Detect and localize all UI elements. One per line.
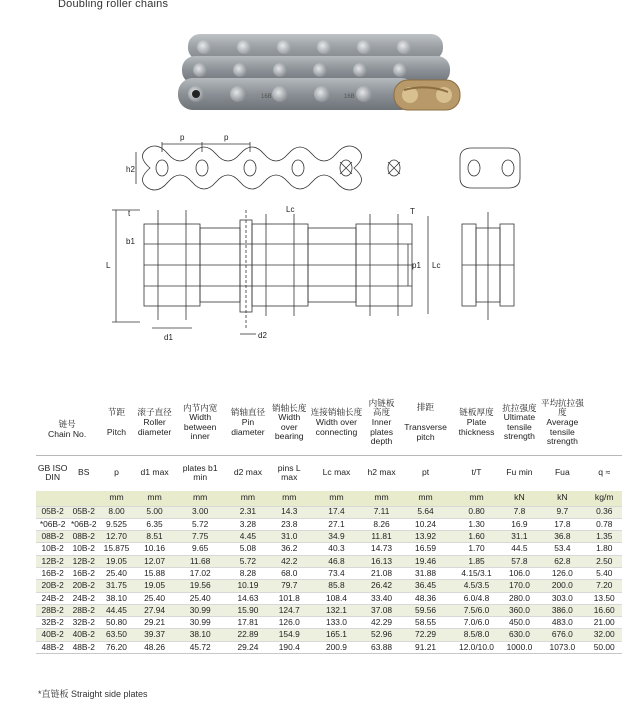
unit-cell: mm <box>399 491 453 506</box>
table-cell: 68.0 <box>270 567 309 579</box>
table-cell: 28B-2 <box>69 604 98 616</box>
table-cell: 40.3 <box>309 543 365 555</box>
table-cell: 133.0 <box>309 617 365 629</box>
table-row <box>36 617 622 629</box>
table-cell: 10.24 <box>399 518 453 530</box>
table-cell: 6.0/4.8 <box>452 592 500 604</box>
table-cell: 7.5/6.0 <box>452 604 500 616</box>
table-cell: 36.45 <box>399 580 453 592</box>
header-row <box>36 391 622 455</box>
table-cell: 85.8 <box>309 580 365 592</box>
table-cell: 20B-2 <box>36 580 69 592</box>
header-cell: 销轴长度 Width over bearing <box>272 402 307 442</box>
table-cell: 16.59 <box>399 543 453 555</box>
dim-label: Lc <box>432 261 441 270</box>
table-cell: 12B-2 <box>69 555 98 567</box>
table-cell: 12.70 <box>98 531 134 543</box>
symbol-cell: plates b1 min <box>174 455 226 491</box>
table-cell: 8.26 <box>364 518 398 530</box>
table-cell: 386.0 <box>538 604 586 616</box>
table-cell: 108.4 <box>309 592 365 604</box>
table-cell: 50.80 <box>98 617 134 629</box>
table-cell: 5.72 <box>174 518 226 530</box>
table-cell: 29.24 <box>226 641 270 653</box>
table-cell: 08B-2 <box>36 531 69 543</box>
table-cell: 23.8 <box>270 518 309 530</box>
symbol-cell: BS <box>69 455 98 491</box>
unit-cell: mm <box>309 491 365 506</box>
table-cell: 8.5/8.0 <box>452 629 500 641</box>
footnote: *直链板 Straight side plates <box>38 689 148 699</box>
unit-cell: mm <box>98 491 134 506</box>
dim-label: h2 <box>126 165 135 174</box>
table-cell: 101.8 <box>270 592 309 604</box>
table-cell: 17.02 <box>174 567 226 579</box>
dim-label: T <box>410 207 415 216</box>
table-cell: 39.37 <box>135 629 175 641</box>
table-cell: 1.70 <box>452 543 500 555</box>
table-cell: 360.0 <box>501 604 539 616</box>
table-cell: 126.0 <box>270 617 309 629</box>
table-cell: 31.75 <box>98 580 134 592</box>
table-cell: 6.35 <box>135 518 175 530</box>
table-cell: 29.21 <box>135 617 175 629</box>
table-cell: 31.88 <box>399 567 453 579</box>
table-cell: 11.68 <box>174 555 226 567</box>
table-cell: 27.1 <box>309 518 365 530</box>
technical-drawing <box>100 128 540 343</box>
table-cell: 15.88 <box>135 567 175 579</box>
table-cell: 08B-2 <box>69 531 98 543</box>
header-cell: 内链板高度 Inner plates depth <box>368 397 395 447</box>
table-cell: 19.05 <box>98 555 134 567</box>
table-cell: 19.46 <box>399 555 453 567</box>
table-cell: 36.8 <box>538 531 586 543</box>
table-cell: 33.40 <box>364 592 398 604</box>
table-cell: 124.7 <box>270 604 309 616</box>
table-cell: 17.8 <box>538 518 586 530</box>
table-cell: 52.96 <box>364 629 398 641</box>
symbol-cell: GB ISO DIN <box>36 455 69 491</box>
table-cell: 0.78 <box>586 518 622 530</box>
table-cell: 62.8 <box>538 555 586 567</box>
unit-cell <box>36 491 69 506</box>
table-cell: 13.92 <box>399 531 453 543</box>
table-cell: 5.00 <box>135 506 175 518</box>
table-cell: *06B-2 <box>70 518 97 529</box>
table-cell: 63.50 <box>98 629 134 641</box>
table-cell: 9.65 <box>174 543 226 555</box>
table-cell: 28B-2 <box>36 604 69 616</box>
table-cell: 05B-2 <box>69 506 98 518</box>
table-cell: 24B-2 <box>36 592 69 604</box>
table-cell: 2.50 <box>586 555 622 567</box>
header-cell: 销轴直径 Pin diameter <box>230 407 266 437</box>
table-cell: 45.72 <box>174 641 226 653</box>
units-row <box>36 491 622 506</box>
dim-label: Lc <box>286 205 295 214</box>
table-cell: 4.45 <box>226 531 270 543</box>
table-cell: 36.2 <box>270 543 309 555</box>
table-cell: 676.0 <box>538 629 586 641</box>
table-cell: 25.40 <box>135 592 175 604</box>
table-cell: 12B-2 <box>36 555 69 567</box>
unit-cell: kg/m <box>586 491 622 506</box>
table-cell: 16B-2 <box>69 567 98 579</box>
symbol-cell: p <box>98 455 134 491</box>
chain-photo <box>176 26 466 116</box>
table-row <box>36 506 622 518</box>
symbol-row <box>36 455 622 491</box>
table-cell: 34.9 <box>309 531 365 543</box>
table-cell: 1.80 <box>586 543 622 555</box>
page-title: Doubling roller chains <box>58 0 169 10</box>
table-cell: 30.99 <box>174 604 226 616</box>
table-cell: 53.4 <box>538 543 586 555</box>
table-cell: 190.4 <box>270 641 309 653</box>
table-cell: 73.4 <box>309 567 365 579</box>
header-cell: 滚子直径 Roller diameter <box>137 407 172 437</box>
table-cell: 154.9 <box>270 629 309 641</box>
table-cell: 21.08 <box>364 567 398 579</box>
table-cell: 13.50 <box>586 592 622 604</box>
spec-table <box>36 391 622 654</box>
table-cell: 25.40 <box>98 567 134 579</box>
header-cell: 连接销轴长度 Width over connecting <box>310 407 363 437</box>
dim-label: p1 <box>412 261 421 270</box>
symbol-cell: h2 max <box>364 455 398 491</box>
table-cell: 79.7 <box>270 580 309 592</box>
table-cell: 59.56 <box>399 604 453 616</box>
table-cell: 37.08 <box>364 604 398 616</box>
table-cell: 16B-2 <box>36 567 69 579</box>
table-cell: 15.875 <box>98 543 134 555</box>
table-cell: 10B-2 <box>36 543 69 555</box>
table-cell: 20B-2 <box>69 580 98 592</box>
table-cell: 38.10 <box>98 592 134 604</box>
table-cell: 3.28 <box>226 518 270 530</box>
symbol-cell: q ≈ <box>586 455 622 491</box>
table-cell: 19.05 <box>135 580 175 592</box>
dim-label: p <box>180 133 185 142</box>
dim-label: t <box>128 209 131 218</box>
unit-cell: mm <box>226 491 270 506</box>
table-cell: 31.1 <box>501 531 539 543</box>
dim-label: p <box>224 133 229 142</box>
table-cell: 4.5/3.5 <box>452 580 500 592</box>
table-cell: 21.00 <box>586 617 622 629</box>
table-cell: 17.4 <box>309 506 365 518</box>
unit-cell: mm <box>364 491 398 506</box>
table-cell: 25.40 <box>174 592 226 604</box>
table-cell: 32B-2 <box>69 617 98 629</box>
table-cell: 12.07 <box>135 555 175 567</box>
table-cell: 16.13 <box>364 555 398 567</box>
table-cell: 4.15/3.1 <box>452 567 500 579</box>
unit-cell: mm <box>174 491 226 506</box>
table-cell: 0.80 <box>452 506 500 518</box>
table-cell: 9.7 <box>538 506 586 518</box>
table-cell: 450.0 <box>501 617 539 629</box>
table-cell: 10.19 <box>226 580 270 592</box>
table-cell: 48.36 <box>399 592 453 604</box>
table-cell: 42.2 <box>270 555 309 567</box>
table-cell: 26.42 <box>364 580 398 592</box>
header-cell: 抗拉强度 Ultimate tensile strength <box>502 402 537 442</box>
table-cell: 72.29 <box>399 629 453 641</box>
table-cell: 44.45 <box>98 604 134 616</box>
unit-cell: kN <box>538 491 586 506</box>
table-cell: 483.0 <box>538 617 586 629</box>
table-cell: *06B-2 <box>36 518 69 530</box>
table-cell: 7.11 <box>364 506 398 518</box>
table-cell: 7.75 <box>174 531 226 543</box>
table-cell: 200.0 <box>538 580 586 592</box>
table-cell: 7.20 <box>586 580 622 592</box>
table-cell: 57.8 <box>501 555 539 567</box>
symbol-cell: Fua <box>538 455 586 491</box>
table-cell: 48.26 <box>135 641 175 653</box>
table-cell: 50.00 <box>586 641 622 653</box>
table-cell: 1.30 <box>452 518 500 530</box>
table-row <box>36 592 622 604</box>
table-cell: 15.90 <box>226 604 270 616</box>
table-cell: 10.16 <box>135 543 175 555</box>
table-cell: 170.0 <box>501 580 539 592</box>
table-row <box>36 580 622 592</box>
table-cell: 44.5 <box>501 543 539 555</box>
table-row <box>36 531 622 543</box>
symbol-cell: d1 max <box>135 455 175 491</box>
table-cell: 7.0/6.0 <box>452 617 500 629</box>
unit-cell <box>69 491 98 506</box>
photo-mark: 16B <box>344 94 355 100</box>
table-cell: 58.55 <box>399 617 453 629</box>
table-cell: 40B-2 <box>69 629 98 641</box>
table-cell: 2.31 <box>226 506 270 518</box>
table-cell: 40B-2 <box>36 629 69 641</box>
symbol-cell: t/T <box>452 455 500 491</box>
table-cell: 42.29 <box>364 617 398 629</box>
table-cell: 630.0 <box>501 629 539 641</box>
table-cell: 0.36 <box>586 506 622 518</box>
table-row <box>36 629 622 641</box>
symbol-cell: Lc max <box>309 455 365 491</box>
table-cell: 200.9 <box>309 641 365 653</box>
table-cell: 48B-2 <box>36 641 69 653</box>
table-cell: 32B-2 <box>36 617 69 629</box>
table-cell: 8.00 <box>98 506 134 518</box>
table-cell: 46.8 <box>309 555 365 567</box>
table-cell: 30.99 <box>174 617 226 629</box>
table-cell: 9.525 <box>98 518 134 530</box>
table-cell: 76.20 <box>98 641 134 653</box>
table-cell: 91.21 <box>399 641 453 653</box>
header-cell: 内节内宽 Width between inner <box>182 402 218 442</box>
table-row <box>36 567 622 579</box>
dim-label: L <box>106 261 111 270</box>
header-cell: 链板厚度 Plate thickness <box>458 407 495 437</box>
table-cell: 8.51 <box>135 531 175 543</box>
table-row <box>36 641 622 653</box>
table-cell: 14.3 <box>270 506 309 518</box>
unit-cell: mm <box>270 491 309 506</box>
table-cell: 280.0 <box>501 592 539 604</box>
table-cell: 22.89 <box>226 629 270 641</box>
table-cell: 5.72 <box>226 555 270 567</box>
symbol-cell: d2 max <box>226 455 270 491</box>
table-cell: 11.81 <box>364 531 398 543</box>
table-cell: 24B-2 <box>69 592 98 604</box>
photo-mark: 16B <box>261 94 272 100</box>
table-cell: 5.64 <box>399 506 453 518</box>
table-cell: 16.60 <box>586 604 622 616</box>
header-cell: 节距 Pitch <box>106 407 127 437</box>
table-row <box>36 604 622 616</box>
table-cell: 1000.0 <box>501 641 539 653</box>
table-cell: 16.9 <box>501 518 539 530</box>
table-cell: 5.08 <box>226 543 270 555</box>
table-cell: 1.85 <box>452 555 500 567</box>
table-cell: 31.0 <box>270 531 309 543</box>
table-cell: 106.0 <box>501 567 539 579</box>
table-cell: 05B-2 <box>36 506 69 518</box>
table-cell: 14.73 <box>364 543 398 555</box>
table-cell: 48B-2 <box>69 641 98 653</box>
table-cell: 17.81 <box>226 617 270 629</box>
table-row <box>36 555 622 567</box>
table-cell: 165.1 <box>309 629 365 641</box>
table-cell: 27.94 <box>135 604 175 616</box>
table-cell: 303.0 <box>538 592 586 604</box>
symbol-cell: Fu min <box>501 455 539 491</box>
table-cell: 12.0/10.0 <box>452 641 500 653</box>
table-cell: 32.00 <box>586 629 622 641</box>
header-cell: 链号 Chain No. <box>48 419 87 439</box>
table-cell: 14.63 <box>226 592 270 604</box>
table-cell: 1073.0 <box>538 641 586 653</box>
table-cell: 5.40 <box>586 567 622 579</box>
dim-label: d1 <box>164 333 173 342</box>
table-cell: 10B-2 <box>69 543 98 555</box>
dim-label: b1 <box>126 237 135 246</box>
table-row <box>36 518 622 530</box>
table-cell: 1.35 <box>586 531 622 543</box>
table-cell: 38.10 <box>174 629 226 641</box>
dim-label: d2 <box>258 331 267 340</box>
symbol-cell: pt <box>399 455 453 491</box>
unit-cell: mm <box>135 491 175 506</box>
table-cell: 126.0 <box>538 567 586 579</box>
table-cell: 7.8 <box>501 506 539 518</box>
header-cell: 排距 Transverse pitch <box>404 402 447 442</box>
table-cell: 8.28 <box>226 567 270 579</box>
symbol-cell: pins L max <box>270 455 309 491</box>
header-cell: 平均抗拉强度 Average tensile strength <box>540 397 584 447</box>
table-cell: 1.60 <box>452 531 500 543</box>
unit-cell: mm <box>452 491 500 506</box>
table-cell: 63.88 <box>364 641 398 653</box>
table-cell: 19.56 <box>174 580 226 592</box>
table-cell: 3.00 <box>174 506 226 518</box>
table-cell: 132.1 <box>309 604 365 616</box>
unit-cell: kN <box>501 491 539 506</box>
table-row <box>36 543 622 555</box>
